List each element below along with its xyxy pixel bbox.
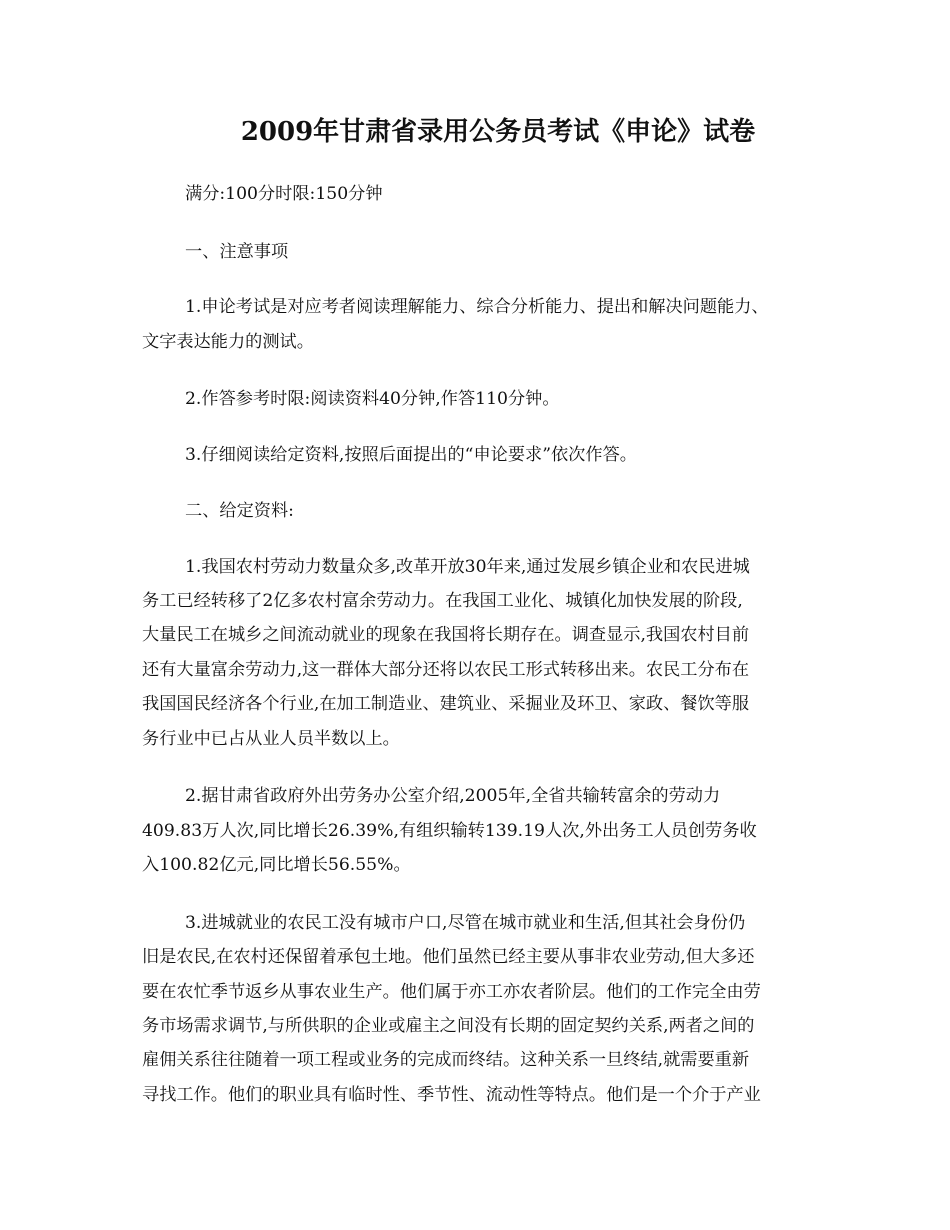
material-1-line-5: 我国国民经济各个行业,在加工制造业、建筑业、采掘业及环卫、家政、餐饮等服	[142, 694, 750, 714]
material-2-line-2: 409.83万人次,同比增长26.39%,有组织输转139.19人次,外出务工人员创劳务收	[142, 821, 757, 841]
note-1-line-2: 文字表达能力的测试。	[142, 332, 314, 352]
exam-meta: 满分:100分时限:150分钟	[185, 184, 383, 204]
note-3: 3.仔细阅读给定资料,按照后面提出的“申论要求”依次作答。	[185, 445, 637, 465]
material-1-line-2: 务工已经转移了2亿多农村富余劳动力。在我国工业化、城镇化加快发展的阶段,	[142, 591, 743, 611]
material-2-line-3: 入100.82亿元,同比增长56.55%。	[142, 855, 411, 875]
material-1-line-4: 还有大量富余劳动力,这一群体大部分还将以农民工形式转移出来。农民工分布在	[142, 660, 750, 680]
material-1-line-3: 大量民工在城乡之间流动就业的现象在我国将长期存在。调查显示,我国农村目前	[142, 625, 750, 645]
material-1-line-6: 务行业中已占从业人员半数以上。	[142, 729, 400, 749]
material-3-line-2: 旧是农民,在农村还保留着承包土地。他们虽然已经主要从事非农业劳动,但大多还	[142, 947, 755, 967]
material-3-line-3: 要在农忙季节返乡从事农业生产。他们属于亦工亦农者阶层。他们的工作完全由劳	[142, 982, 761, 1002]
material-2-line-1: 2.据甘肃省政府外出劳务办公室介绍,2005年,全省共输转富余的劳动力	[185, 786, 721, 806]
material-3-line-4: 务市场需求调节,与所供职的企业或雇主之间没有长期的固定契约关系,两者之间的	[142, 1016, 755, 1036]
material-1-line-1: 1.我国农村劳动力数量众多,改革开放30年来,通过发展乡镇企业和农民进城	[185, 557, 750, 577]
section-heading-notes: 一、注意事项	[185, 242, 289, 262]
material-3-line-1: 3.进城就业的农民工没有城市户口,尽管在城市就业和生活,但其社会身份仍	[185, 913, 746, 933]
note-2: 2.作答参考时限:阅读资料40分钟,作答110分钟。	[185, 389, 560, 409]
document-title: 2009年甘肃省录用公务员考试《申论》试卷	[240, 117, 756, 147]
material-3-line-6: 寻找工作。他们的职业具有临时性、季节性、流动性等特点。他们是一个介于产业	[142, 1085, 761, 1105]
material-3-line-5: 雇佣关系往往随着一项工程或业务的完成而终结。这种关系一旦终结,就需要重新	[142, 1050, 750, 1070]
note-1-line-1: 1.申论考试是对应考者阅读理解能力、综合分析能力、提出和解决问题能力、	[185, 297, 769, 317]
section-heading-materials: 二、给定资料:	[185, 501, 294, 521]
